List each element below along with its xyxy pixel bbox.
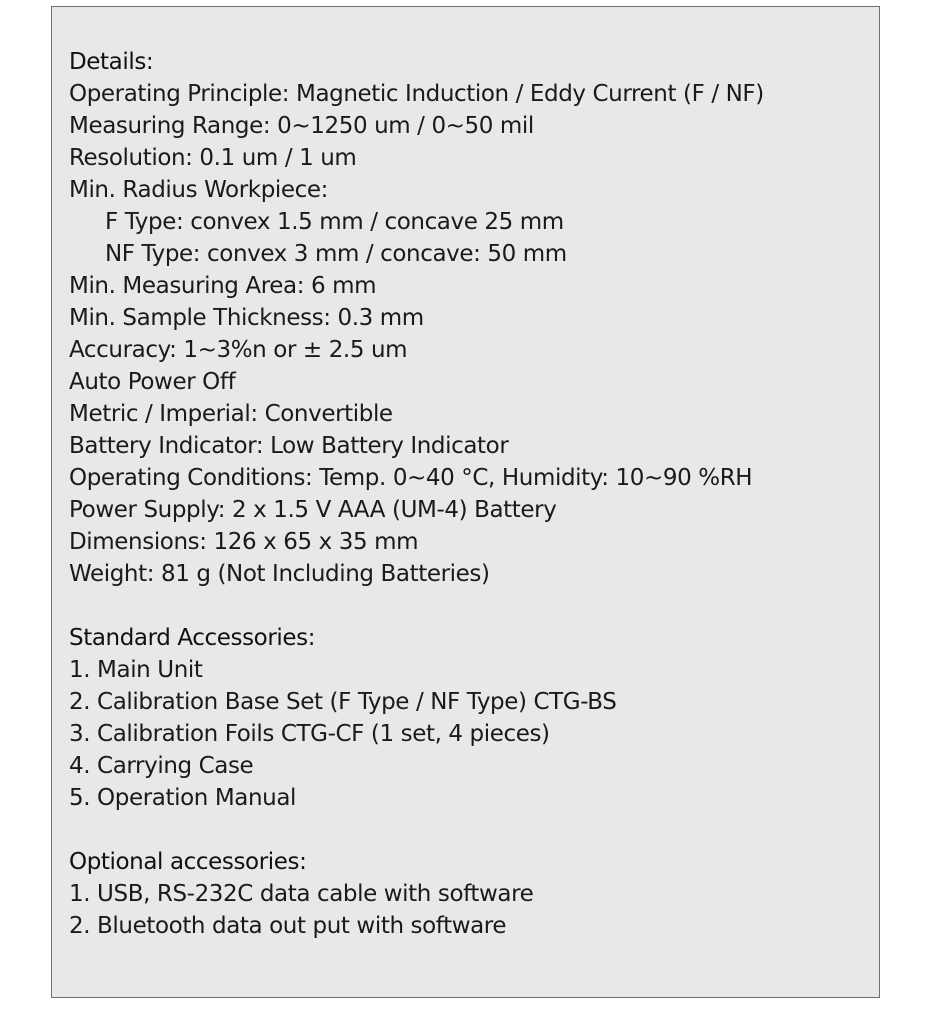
spec-measuring-range: Measuring Range: 0~1250 um / 0~50 mil bbox=[69, 113, 534, 139]
spec-metric-imperial: Metric / Imperial: Convertible bbox=[69, 401, 393, 427]
spec-battery-indicator: Battery Indicator: Low Battery Indicator bbox=[69, 433, 509, 459]
list-item: 3. Calibration Foils CTG-CF (1 set, 4 pieces) bbox=[69, 721, 550, 747]
spec-power-supply: Power Supply: 2 x 1.5 V AAA (UM-4) Battery bbox=[69, 497, 557, 523]
list-item: 2. Bluetooth data out put with software bbox=[69, 913, 507, 939]
spec-weight: Weight: 81 g (Not Including Batteries) bbox=[69, 561, 490, 587]
spec-content bbox=[69, 46, 871, 942]
spec-min-thickness: Min. Sample Thickness: 0.3 mm bbox=[69, 305, 424, 331]
optional-accessories-heading: Optional accessories: bbox=[69, 849, 307, 875]
list-item: 2. Calibration Base Set (F Type / NF Type) CTG-BS bbox=[69, 689, 617, 715]
list-item: 5. Operation Manual bbox=[69, 785, 297, 811]
spec-min-area: Min. Measuring Area: 6 mm bbox=[69, 273, 377, 299]
details-heading: Details: bbox=[69, 49, 154, 75]
list-item: 1. USB, RS-232C data cable with software bbox=[69, 881, 534, 907]
spec-operating-conditions: Operating Conditions: Temp. 0~40 °C, Humidity: 10~90 %RH bbox=[69, 465, 753, 491]
list-item: 1. Main Unit bbox=[69, 657, 203, 683]
section-gap bbox=[69, 814, 871, 846]
spec-dimensions: Dimensions: 126 x 65 x 35 mm bbox=[69, 529, 419, 555]
standard-accessories-heading: Standard Accessories: bbox=[69, 625, 316, 651]
spec-resolution: Resolution: 0.1 um / 1 um bbox=[69, 145, 357, 171]
spec-min-radius: Min. Radius Workpiece: bbox=[69, 177, 328, 203]
spec-auto-power: Auto Power Off bbox=[69, 369, 236, 395]
spec-f-type: F Type: convex 1.5 mm / concave 25 mm bbox=[105, 209, 564, 235]
section-gap bbox=[69, 590, 871, 622]
spec-nf-type: NF Type: convex 3 mm / concave: 50 mm bbox=[105, 241, 567, 267]
spec-operating-principle: Operating Principle: Magnetic Induction / Eddy Current (F / NF) bbox=[69, 81, 764, 107]
spec-panel bbox=[51, 6, 880, 998]
list-item: 4. Carrying Case bbox=[69, 753, 254, 779]
spec-accuracy: Accuracy: 1~3%n or ± 2.5 um bbox=[69, 337, 408, 363]
